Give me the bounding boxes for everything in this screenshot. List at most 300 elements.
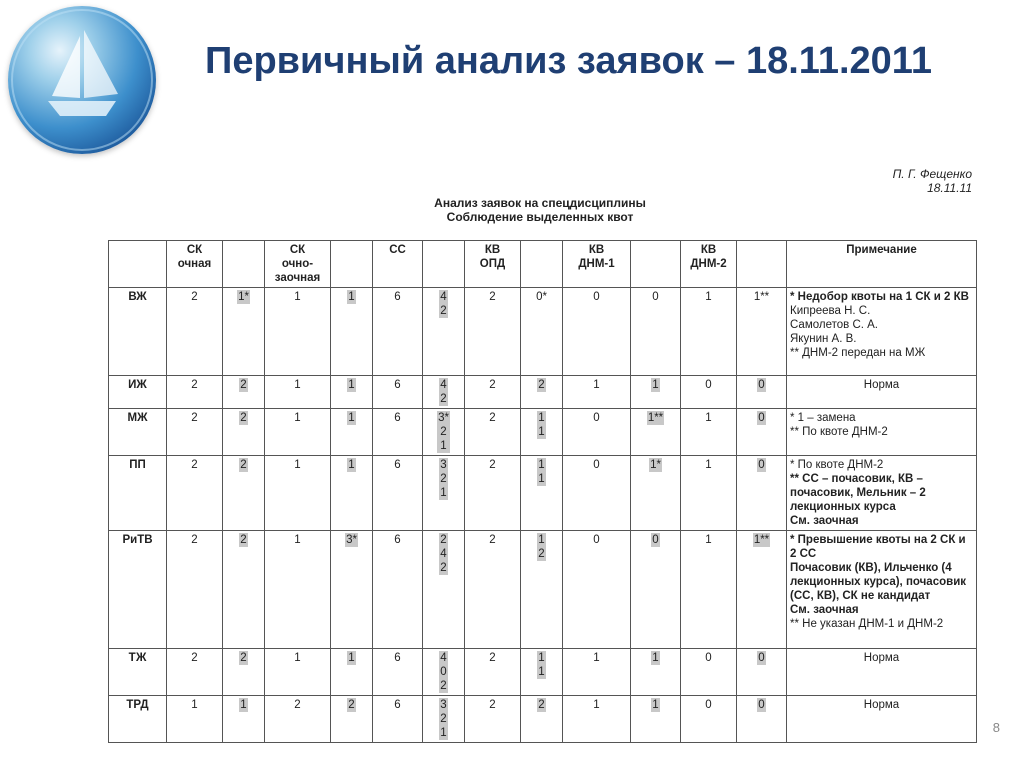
note-line: Кипреева Н. С.	[790, 305, 871, 317]
table-row	[109, 409, 977, 456]
note-line: ** По квоте ДНМ-2	[790, 426, 888, 438]
note-line: * 1 – замена	[790, 412, 856, 424]
table-cell	[563, 696, 631, 743]
cell-value-part: 2	[489, 652, 496, 664]
heading-line-1: Анализ заявок на спецдисциплины	[434, 196, 646, 210]
cell-value-part: 0	[593, 534, 600, 546]
cell-value	[593, 458, 599, 472]
cell-value-part: 2	[440, 562, 447, 574]
cell-value	[191, 651, 197, 665]
cell-value	[294, 533, 300, 547]
table-cell	[681, 376, 737, 409]
header-line: КВ	[700, 244, 717, 256]
header-line: очно-	[281, 258, 314, 270]
note-cell	[787, 288, 977, 376]
table-cell	[331, 696, 373, 743]
table-cell	[465, 456, 521, 531]
cell-value	[345, 533, 358, 547]
cell-value-part: 1	[294, 459, 301, 471]
cell-value-part: 2	[240, 459, 247, 471]
table-cell	[265, 649, 331, 696]
cell-value-part: 0	[705, 699, 712, 711]
cell-value-part: 1	[440, 487, 447, 499]
cell-value	[537, 651, 545, 679]
header-empty	[521, 241, 563, 288]
cell-value	[239, 651, 247, 665]
cell-value	[394, 458, 400, 472]
cell-value-part: 1	[348, 652, 355, 664]
table-cell	[331, 288, 373, 376]
cell-value	[537, 411, 545, 439]
document-author: П. Г. Фещенко	[892, 167, 972, 181]
heading-line-2: Соблюдение выделенных квот	[446, 210, 634, 224]
table-cell	[223, 531, 265, 649]
cell-value	[191, 458, 197, 472]
header-line: заочная	[274, 272, 321, 284]
cell-value	[651, 378, 659, 392]
row-label: ВЖ	[109, 288, 167, 376]
cell-value-part: 1	[191, 699, 198, 711]
quota-table	[108, 240, 977, 743]
cell-value-part: 1	[240, 699, 247, 711]
header-kv-dnm1	[563, 241, 631, 288]
cell-value-part: 2	[191, 379, 198, 391]
note-cell: Норма	[787, 696, 977, 743]
table-row	[109, 456, 977, 531]
table-cell	[223, 649, 265, 696]
table-cell	[373, 696, 423, 743]
cell-value	[489, 698, 495, 712]
table-cell	[563, 456, 631, 531]
table-cell	[423, 696, 465, 743]
table-cell	[563, 531, 631, 649]
cell-value	[705, 378, 711, 392]
cell-value-part: 6	[394, 699, 401, 711]
cell-value-part: 6	[394, 459, 401, 471]
cell-value-part: 2	[191, 291, 198, 303]
cell-value	[394, 698, 400, 712]
table-cell	[563, 376, 631, 409]
cell-value-part: 3*	[346, 534, 357, 546]
cell-value	[705, 651, 711, 665]
cell-value	[649, 458, 662, 472]
cell-value	[439, 698, 447, 740]
header-line: СК	[289, 244, 306, 256]
table-cell	[521, 409, 563, 456]
cell-value-part: 0	[440, 666, 447, 678]
cell-value-part: 2	[440, 426, 447, 438]
cell-value-part: 2	[191, 459, 198, 471]
cell-value-part: 6	[394, 652, 401, 664]
header-kv-dnm2	[681, 241, 737, 288]
cell-value-part: 6	[394, 534, 401, 546]
cell-value	[705, 290, 711, 304]
table-cell	[265, 409, 331, 456]
cell-value	[191, 411, 197, 425]
cell-value	[239, 458, 247, 472]
table-cell	[167, 376, 223, 409]
note-line: Якунин А. В.	[790, 333, 857, 345]
row-label: РиТВ	[109, 531, 167, 649]
cell-value-part: 1	[538, 459, 545, 471]
note-cell	[787, 409, 977, 456]
header-line: КВ	[588, 244, 605, 256]
note-line: См. заочная	[790, 515, 859, 527]
cell-value-part: 2	[538, 548, 545, 560]
cell-value	[489, 651, 495, 665]
cell-value-part: 2	[489, 459, 496, 471]
cell-value-part: 1**	[753, 291, 770, 303]
cell-value	[593, 533, 599, 547]
table-cell	[737, 696, 787, 743]
table-cell	[373, 376, 423, 409]
page-number: 8	[992, 720, 1000, 735]
cell-value	[294, 651, 300, 665]
header-line: ДНМ-1	[578, 258, 615, 270]
cell-value-part: 1*	[650, 459, 661, 471]
table-cell	[167, 696, 223, 743]
header-empty	[423, 241, 465, 288]
cell-value	[439, 378, 447, 406]
row-label: ИЖ	[109, 376, 167, 409]
table-cell	[223, 456, 265, 531]
cell-value-part: 1	[705, 459, 712, 471]
cell-value-part: 0	[758, 379, 765, 391]
table-cell	[521, 531, 563, 649]
cell-value	[191, 698, 197, 712]
cell-value-part: 1	[348, 379, 355, 391]
table-cell	[631, 376, 681, 409]
cell-value	[394, 533, 400, 547]
table-cell	[423, 288, 465, 376]
cell-value	[237, 290, 250, 304]
cell-value-part: 2	[240, 379, 247, 391]
cell-value	[439, 533, 447, 575]
cell-value-part: 4	[440, 548, 447, 560]
cell-value-part: 0	[705, 652, 712, 664]
cell-value-part: 1	[348, 459, 355, 471]
note-line: * Недобор квоты на 1 СК и 2 КВ	[790, 291, 969, 303]
cell-value	[754, 290, 769, 304]
table-cell	[331, 409, 373, 456]
cell-value-part: 2	[240, 534, 247, 546]
cell-value-part: 2	[489, 379, 496, 391]
cell-value	[239, 411, 247, 425]
cell-value	[757, 458, 765, 472]
cell-value	[439, 290, 447, 318]
header-empty	[223, 241, 265, 288]
cell-value	[294, 290, 300, 304]
header-line: очная	[177, 258, 212, 270]
cell-value-part: 3*	[438, 412, 449, 424]
cell-value	[537, 378, 545, 392]
cell-value	[239, 698, 247, 712]
table-cell	[265, 696, 331, 743]
cell-value	[347, 411, 355, 425]
cell-value	[757, 651, 765, 665]
table-cell	[681, 456, 737, 531]
header-kv-opd	[465, 241, 521, 288]
header-note: Примечание	[787, 241, 977, 288]
cell-value-part: 0	[758, 652, 765, 664]
header-line: КВ	[484, 244, 501, 256]
cell-value-part: 6	[394, 291, 401, 303]
note-line: ** Не указан ДНМ-1 и ДНМ-2	[790, 618, 944, 630]
table-cell	[265, 456, 331, 531]
cell-value	[489, 458, 495, 472]
table-cell	[167, 649, 223, 696]
table-cell	[223, 409, 265, 456]
cell-value	[536, 290, 547, 304]
cell-value-part: 2	[440, 393, 447, 405]
cell-value-part: 3	[440, 459, 447, 471]
table-cell	[373, 456, 423, 531]
table-cell	[631, 649, 681, 696]
cell-value	[439, 458, 447, 500]
cell-value-part: 0	[758, 459, 765, 471]
table-cell	[563, 288, 631, 376]
cell-value-part: 2	[294, 699, 301, 711]
table-row	[109, 288, 977, 376]
cell-value-part: 0	[593, 459, 600, 471]
table-row	[109, 696, 977, 743]
cell-value	[437, 411, 450, 453]
note-cell: Норма	[787, 649, 977, 696]
cell-value-part: 1	[294, 652, 301, 664]
cell-value-part: 1	[538, 666, 545, 678]
cell-value	[705, 411, 711, 425]
table-cell	[737, 531, 787, 649]
cell-value-part: 1	[294, 291, 301, 303]
cell-value	[705, 533, 711, 547]
cell-value-part: 1	[652, 379, 659, 391]
cell-value-part: 1	[593, 652, 600, 664]
cell-value	[294, 411, 300, 425]
cell-value-part: 2	[440, 680, 447, 692]
cell-value	[191, 378, 197, 392]
cell-value	[239, 533, 247, 547]
cell-value-part: 0	[593, 291, 600, 303]
table-cell	[423, 531, 465, 649]
table-cell	[521, 456, 563, 531]
cell-value	[593, 698, 599, 712]
note-cell	[787, 456, 977, 531]
table-cell	[563, 409, 631, 456]
slide-title: Первичный анализ заявок – 18.11.2011	[205, 40, 932, 82]
table-row	[109, 531, 977, 649]
cell-value	[489, 533, 495, 547]
cell-value-part: 1	[538, 426, 545, 438]
cell-value-part: 0	[593, 412, 600, 424]
cell-value-part: 1	[294, 534, 301, 546]
cell-value	[652, 290, 658, 304]
table-cell	[465, 649, 521, 696]
table-cell	[631, 456, 681, 531]
cell-value	[347, 698, 355, 712]
cell-value	[489, 290, 495, 304]
note-line: * Превышение квоты на 2 СК и 2 СС	[790, 534, 966, 560]
table-cell	[631, 409, 681, 456]
table-cell	[563, 649, 631, 696]
cell-value-part: 1	[538, 473, 545, 485]
cell-value-part: 3	[440, 699, 447, 711]
table-cell	[631, 696, 681, 743]
cell-value-part: 6	[394, 379, 401, 391]
header-line: ДНМ-2	[690, 258, 727, 270]
header-empty	[737, 241, 787, 288]
table-cell	[681, 288, 737, 376]
table-cell	[681, 696, 737, 743]
header-line: СК	[186, 244, 203, 256]
cell-value	[593, 651, 599, 665]
cell-value-part: 1	[294, 412, 301, 424]
table-header-row	[109, 241, 977, 288]
cell-value	[753, 533, 770, 547]
cell-value	[489, 411, 495, 425]
table-cell	[373, 409, 423, 456]
document-author-block	[893, 167, 972, 195]
table-cell	[465, 376, 521, 409]
table-cell	[521, 649, 563, 696]
cell-value	[394, 651, 400, 665]
table-cell	[465, 288, 521, 376]
row-label: ТЖ	[109, 649, 167, 696]
note-line: ** СС – почасовик, КВ – почасовик, Мельник – 2 лекционных курса	[790, 473, 926, 513]
cell-value-part: 2	[348, 699, 355, 711]
row-label: ПП	[109, 456, 167, 531]
table-cell	[737, 649, 787, 696]
cell-value-part: 6	[394, 412, 401, 424]
table-cell	[265, 376, 331, 409]
table-cell	[465, 696, 521, 743]
cell-value	[705, 458, 711, 472]
table-cell	[167, 531, 223, 649]
table-cell	[223, 376, 265, 409]
cell-value-part: 4	[440, 291, 447, 303]
cell-value	[537, 458, 545, 486]
table-cell	[465, 409, 521, 456]
cell-value-part: 1	[348, 291, 355, 303]
cell-value-part: 2	[240, 412, 247, 424]
cell-value-part: 2	[191, 534, 198, 546]
note-line: Самолетов С. А.	[790, 319, 879, 331]
cell-value-part: 2	[489, 412, 496, 424]
cell-value	[347, 290, 355, 304]
table-cell	[331, 649, 373, 696]
cell-value-part: 2	[440, 713, 447, 725]
cell-value	[191, 533, 197, 547]
table-cell	[681, 409, 737, 456]
header-line: ОПД	[479, 258, 506, 270]
cell-value	[294, 378, 300, 392]
cell-value-part: 1**	[753, 534, 770, 546]
cell-value	[651, 533, 659, 547]
note-cell	[787, 531, 977, 649]
table-cell	[331, 531, 373, 649]
cell-value	[757, 378, 765, 392]
table-cell	[167, 409, 223, 456]
table-cell	[265, 288, 331, 376]
cell-value-part: 1	[593, 699, 600, 711]
cell-value	[593, 378, 599, 392]
cell-value	[593, 411, 599, 425]
cell-value-part: 0*	[536, 291, 547, 303]
cell-value	[439, 651, 447, 693]
cell-value-part: 1	[440, 440, 447, 452]
table-row	[109, 649, 977, 696]
table-cell	[737, 409, 787, 456]
table-cell	[423, 376, 465, 409]
cell-value	[537, 698, 545, 712]
header-empty	[109, 241, 167, 288]
cell-value-part: 2	[191, 652, 198, 664]
table-cell	[631, 531, 681, 649]
cell-value	[651, 698, 659, 712]
note-cell: Норма	[787, 376, 977, 409]
cell-value	[757, 411, 765, 425]
cell-value	[647, 411, 664, 425]
cell-value	[294, 698, 300, 712]
cell-value	[191, 290, 197, 304]
table-cell	[423, 649, 465, 696]
cell-value-part: 0	[705, 379, 712, 391]
header-empty	[331, 241, 373, 288]
document-date: 18.11.11	[927, 181, 972, 195]
cell-value	[394, 378, 400, 392]
table-cell	[631, 288, 681, 376]
cell-value-part: 0	[758, 699, 765, 711]
note-line: * По квоте ДНМ-2	[790, 459, 884, 471]
table-cell	[373, 531, 423, 649]
table-cell	[331, 376, 373, 409]
cell-value-part: 1	[705, 534, 712, 546]
row-label: МЖ	[109, 409, 167, 456]
header-empty	[631, 241, 681, 288]
cell-value-part: 2	[240, 652, 247, 664]
header-sk-och	[167, 241, 223, 288]
cell-value-part: 1	[705, 291, 712, 303]
cell-value	[651, 651, 659, 665]
header-sk-oz	[265, 241, 331, 288]
cell-value-part: 0	[652, 534, 659, 546]
table-cell	[521, 288, 563, 376]
cell-value	[537, 533, 545, 561]
table-cell	[465, 531, 521, 649]
cell-value-part: 4	[440, 379, 447, 391]
cell-value	[394, 411, 400, 425]
table-cell	[423, 456, 465, 531]
table-cell	[737, 376, 787, 409]
cell-value	[394, 290, 400, 304]
table-cell	[373, 649, 423, 696]
cell-value-part: 1	[652, 652, 659, 664]
table-cell	[167, 288, 223, 376]
logo-globe	[8, 6, 156, 154]
row-label: ТРД	[109, 696, 167, 743]
cell-value	[347, 378, 355, 392]
cell-value-part: 4	[440, 652, 447, 664]
cell-value-part: 2	[538, 379, 545, 391]
cell-value-part: 2	[489, 699, 496, 711]
cell-value-part: 1	[440, 727, 447, 739]
note-line: Почасовик (КВ), Ильченко (4 лекционных курса), почасовик (СС, КВ), СК не кандидат	[790, 562, 967, 602]
cell-value-part: 1	[348, 412, 355, 424]
table-cell	[681, 649, 737, 696]
table-cell	[737, 288, 787, 376]
table-row	[109, 376, 977, 409]
cell-value-part: 1*	[238, 291, 249, 303]
table-cell	[223, 696, 265, 743]
